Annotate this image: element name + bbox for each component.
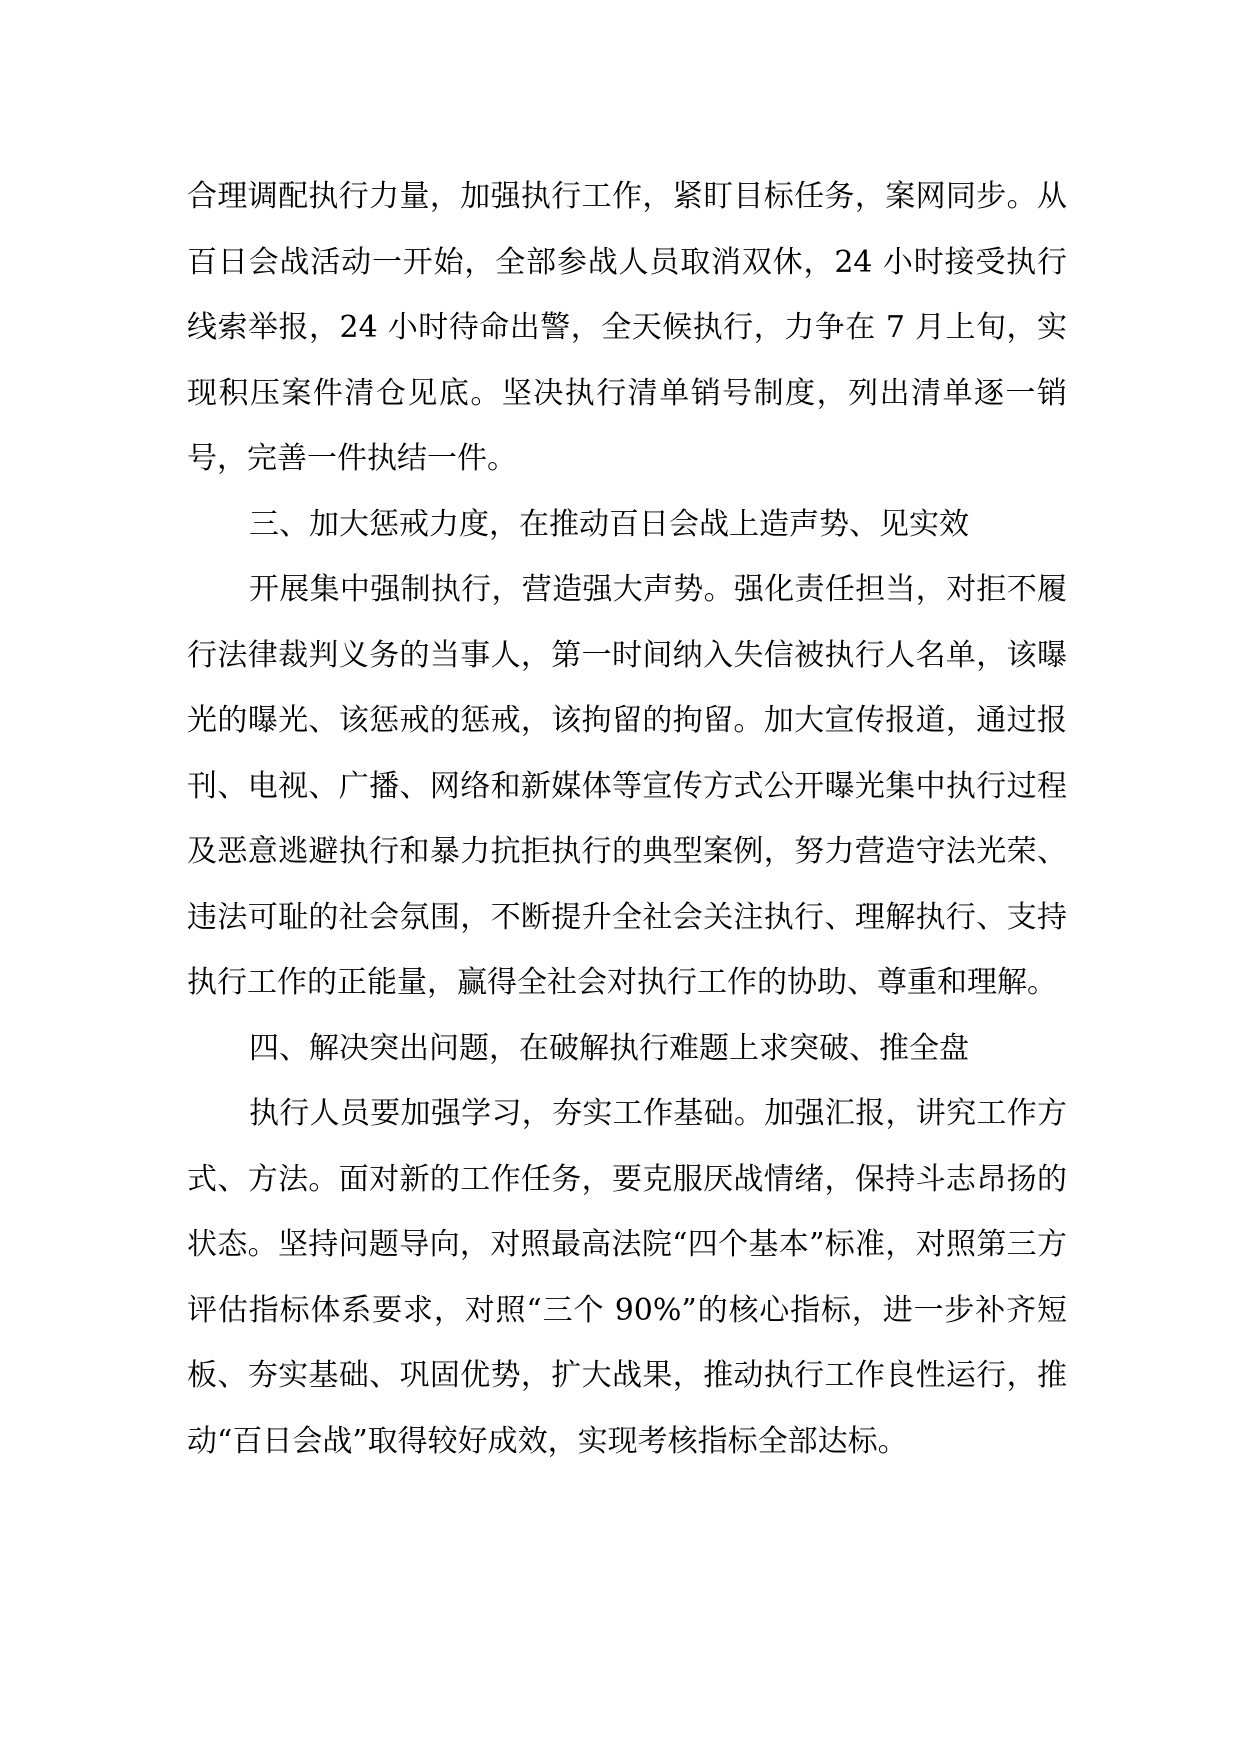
section-heading-3: 三、加大惩戒力度，在推动百日会战上造声势、见实效 [249,506,969,542]
paragraph-section-3: 开展集中强制执行，营造强大声势。强化责任担当，对拒不履行法律裁判义务的当事人，第一时间纳入失信被执行人名单，该曝光的曝光、该惩戒的惩戒，该拘留的拘留。加大宣传报道，通过报刊、电视、广播、网络和新媒体等宣传方式公开曝光集中执行过程及恶意逃避执行和暴力抗拒执行的典型案例，努力营造守法光荣、违法可耻的社会氛围，不断提升全社会关注执行、理解执行、支持执行工作的正能量，赢得全社会对执行工作的协助、尊重和理解。 [187,572,1067,1000]
section-heading-4: 四、解决突出问题，在破解执行难题上求突破、推全盘 [249,1030,969,1066]
paragraph-continued: 合理调配执行力量，加强执行工作，紧盯目标任务，案网同步。从百日会战活动一开始，全部参战人员取消双休，24 小时接受执行线索举报，24 小时待命出警，全天候执行，力争在 7 月上旬，实现积压案件清仓见底。坚决执行清单销号制度，列出清单逐一销号，完善一件执结一件。 [187,179,1067,476]
document-body [187,164,1067,1474]
paragraph-section-4: 执行人员要加强学习，夯实工作基础。加强汇报，讲究工作方式、方法。面对新的工作任务，要克服厌战情绪，保持斗志昂扬的状态。坚持问题导向，对照最高法院“四个基本”标准，对照第三方评估指标体系要求，对照“三个 90%”的核心指标，进一步补齐短板、夯实基础、巩固优势，扩大战果，推动执行工作良性运行，推动“百日会战”取得较好成效，实现考核指标全部达标。 [187,1096,1067,1459]
